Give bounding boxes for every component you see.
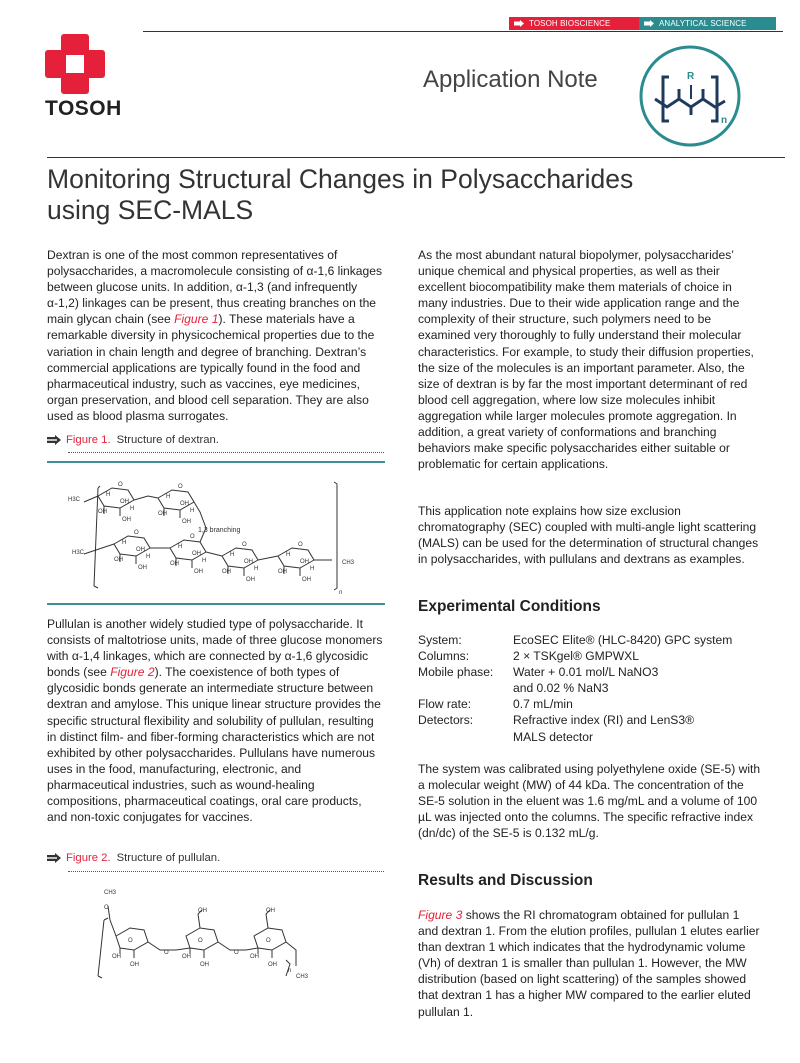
condition-row: Columns: 2 × TSKgel® GMPWXL <box>418 649 639 664</box>
svg-text:H: H <box>166 494 171 500</box>
svg-text:O: O <box>104 905 109 911</box>
svg-text:O: O <box>178 484 183 490</box>
svg-text:OH: OH <box>192 551 201 557</box>
header-rule <box>143 31 783 32</box>
page-title: Monitoring Structural Changes in Polysaccharides using SEC-MALS <box>47 164 634 225</box>
conditions-table <box>418 632 762 745</box>
svg-text:O: O <box>118 482 123 488</box>
figure-arrow-icon <box>47 435 61 445</box>
icon-n-label: n <box>721 115 728 126</box>
svg-text:O: O <box>298 542 303 548</box>
tag-analytical-science: ANALYTICAL SCIENCE <box>639 17 776 30</box>
svg-text:O: O <box>164 950 169 956</box>
application-note-label: Application Note <box>423 66 598 93</box>
svg-text:H: H <box>122 540 127 546</box>
figure-2-caption: Figure 2. Structure of pullulan. <box>47 852 220 864</box>
svg-text:H: H <box>310 566 315 572</box>
svg-text:OH: OH <box>200 962 209 968</box>
svg-text:H: H <box>106 492 111 498</box>
pullulan-structure-figure <box>90 880 330 984</box>
pullulan-paragraph: Pullulan is another widely studied type of polysaccharide. It consists of maltotriose units, made of three glucose monomers with α-1,4 linkages, which are connected by α-1,6 glycosidic bonds (see Figure 2). The coexistence of both types of glycosidic bonds generate an intermediate structure between dextran and amylose. This unique linear structure provides the specific structural flexibility and solubility of pullulan, resulting in distinct film- and fiber-forming characteristics which are not exhibited by other polysaccharides. Pullulans have numerous uses in the food, manufacturing, electronic, and pharmaceutical industries, such as wound-healing compositions, pharmaceutical coatings, oral care products, and non-toxic conjugates for vaccines. <box>47 617 383 825</box>
svg-text:O: O <box>190 534 195 540</box>
svg-text:OH: OH <box>278 569 287 575</box>
svg-text:O: O <box>134 530 139 536</box>
svg-text:CH3: CH3 <box>296 974 309 980</box>
svg-text:1,3 branching: 1,3 branching <box>198 527 241 534</box>
condition-row: Mobile phase: Water + 0.01 mol/L NaNO3 <box>418 665 659 680</box>
svg-text:H: H <box>130 506 135 512</box>
svg-text:OH: OH <box>300 559 309 565</box>
intro-dextran-paragraph: Dextran is one of the most common representatives of polysaccharides, a macromolecule consisting of α-1,6 linkages between glucose units. In addition, α-1,3 (and infrequently α-1,2) linkages can be present, thus creating branches on the main glycan chain (see Figure 1). These materials have a remarkable diversity in physicochemical properties due to the variation in chain length and degree of branching. Dextran’s commercial applications are typically found in the food and pharmaceutical industry, such as vaccines, eye medicines, organ preservation, and blood cell separation. They are also used as blood plasma surrogates. <box>47 248 383 423</box>
svg-text:H: H <box>202 558 207 564</box>
svg-text:OH: OH <box>114 557 123 563</box>
arrow-icon <box>514 20 524 27</box>
figure-1-caption: Figure 1. Structure of dextran. <box>47 434 219 446</box>
dextran-structure-figure <box>60 472 370 602</box>
svg-text:OH: OH <box>268 962 277 968</box>
svg-text:OH: OH <box>246 577 255 583</box>
svg-text:OH: OH <box>198 908 207 914</box>
biopolymer-paragraph: As the most abundant natural biopolymer, polysaccharides’ unique chemical and physical properties, as well as their excellent biocompatibility make them materials of choice in many industries. Due to their wide application range and the complexity of their structure, such polymers need to be examined very thoroughly to fully understand their molecular characteristics. For example, to study their diffusion properties, the size of the molecules is an important parameter. Also, the size of dextran is by far the most important determinant of red blood cell aggregation, where low size molecules inhibit aggregation while larger molecules promote aggregation. In addition, a great variety of conformations and branching behaviors make specific polysaccharides either suitable or problematic for certain applications. <box>418 248 754 472</box>
svg-text:OH: OH <box>136 547 145 553</box>
icon-r-label: R <box>687 71 695 82</box>
condition-row: System: EcoSEC Elite® (HLC-8420) GPC system <box>418 633 733 647</box>
svg-text:H: H <box>146 554 151 560</box>
svg-text:OH: OH <box>194 569 203 575</box>
svg-text:OH: OH <box>138 565 147 571</box>
svg-text:OH: OH <box>266 908 275 914</box>
results-paragraph: Figure 3 shows the RI chromatogram obtained for pullulan 1 and dextran 1. From the elution profiles, pullulan 1 elutes earlier than dextran 1 which indicates that the hydrodynamic volume (Vh) of dextran 1 is smaller than pullulan 1. However, the MW distribution (based on light scattering) of the samples showed that dextran 1 has a higher MW compared to the earlier eluted pullulan 1. <box>418 908 760 1019</box>
category-tags <box>509 17 776 30</box>
title-rule <box>47 157 785 158</box>
condition-row: and 0.02 % NaN3 <box>513 681 609 696</box>
svg-text:H3C: H3C <box>68 497 81 503</box>
svg-text:O: O <box>234 950 239 956</box>
condition-row: MALS detector <box>513 729 593 744</box>
figure-2-dotted-rule <box>68 871 384 872</box>
svg-text:OH: OH <box>112 954 121 960</box>
svg-text:H: H <box>286 552 291 558</box>
figure-1-ref[interactable]: Figure 1 <box>174 312 219 327</box>
svg-text:OH: OH <box>182 519 191 525</box>
tag-tosoh-bioscience: TOSOH BIOSCIENCE <box>509 17 639 30</box>
svg-text:H: H <box>178 544 183 550</box>
svg-text:CH3: CH3 <box>104 890 117 896</box>
svg-text:n: n <box>339 590 343 596</box>
svg-text:OH: OH <box>250 954 259 960</box>
results-discussion-heading: Results and Discussion <box>418 872 593 889</box>
svg-text:OH: OH <box>180 501 189 507</box>
svg-text:H: H <box>254 566 259 572</box>
svg-text:OH: OH <box>182 954 191 960</box>
svg-text:H: H <box>190 508 195 514</box>
svg-text:O: O <box>266 938 271 944</box>
method-overview-paragraph: This application note explains how size exclusion chromatography (SEC) coupled with multi-angle light scattering (MALS) can be used for the determination of structural changes in polysaccharides, with pullulans and dextrans as examples. <box>418 504 759 567</box>
svg-text:O: O <box>128 938 133 944</box>
svg-text:OH: OH <box>130 962 139 968</box>
svg-text:H: H <box>230 552 235 558</box>
figure-2-ref[interactable]: Figure 2 <box>110 665 155 680</box>
svg-text:OH: OH <box>170 561 179 567</box>
condition-row: Flow rate: 0.7 mL/min <box>418 697 573 712</box>
svg-text:OH: OH <box>244 559 253 565</box>
figure-arrow-icon <box>47 853 61 863</box>
experimental-conditions-heading: Experimental Conditions <box>418 598 601 615</box>
svg-text:OH: OH <box>302 577 311 583</box>
svg-text:O: O <box>242 542 247 548</box>
svg-text:OH: OH <box>98 509 107 515</box>
polymer-structure-icon <box>637 43 767 149</box>
svg-text:OH: OH <box>158 511 167 517</box>
svg-text:CH3: CH3 <box>342 560 355 566</box>
svg-text:n: n <box>288 968 292 974</box>
logo-wordmark: TOSOH <box>45 97 122 120</box>
figure-1-dotted-rule <box>68 452 384 453</box>
svg-text:H3C: H3C <box>72 550 85 556</box>
svg-text:OH: OH <box>222 569 231 575</box>
condition-row: Detectors: Refractive index (RI) and LenS3® <box>418 713 694 728</box>
figure-1-bottom-rule <box>47 603 385 605</box>
svg-text:O: O <box>198 938 203 944</box>
arrow-icon <box>644 20 654 27</box>
svg-text:OH: OH <box>122 517 131 523</box>
figure-1-top-rule <box>47 461 385 463</box>
figure-3-ref[interactable]: Figure 3 <box>418 908 463 922</box>
svg-text:OH: OH <box>120 499 129 505</box>
calibration-paragraph: The system was calibrated using polyethylene oxide (SE-5) with a molecular weight (MW) of 44 kDa. The concentration of the SE-5 solution in the eluent was 1.6 mg/mL and a volume of 100 µL was injected onto the columns. The specific refractive index (dn/dc) of the SE-5 is 0.132 mL/g. <box>418 762 761 841</box>
